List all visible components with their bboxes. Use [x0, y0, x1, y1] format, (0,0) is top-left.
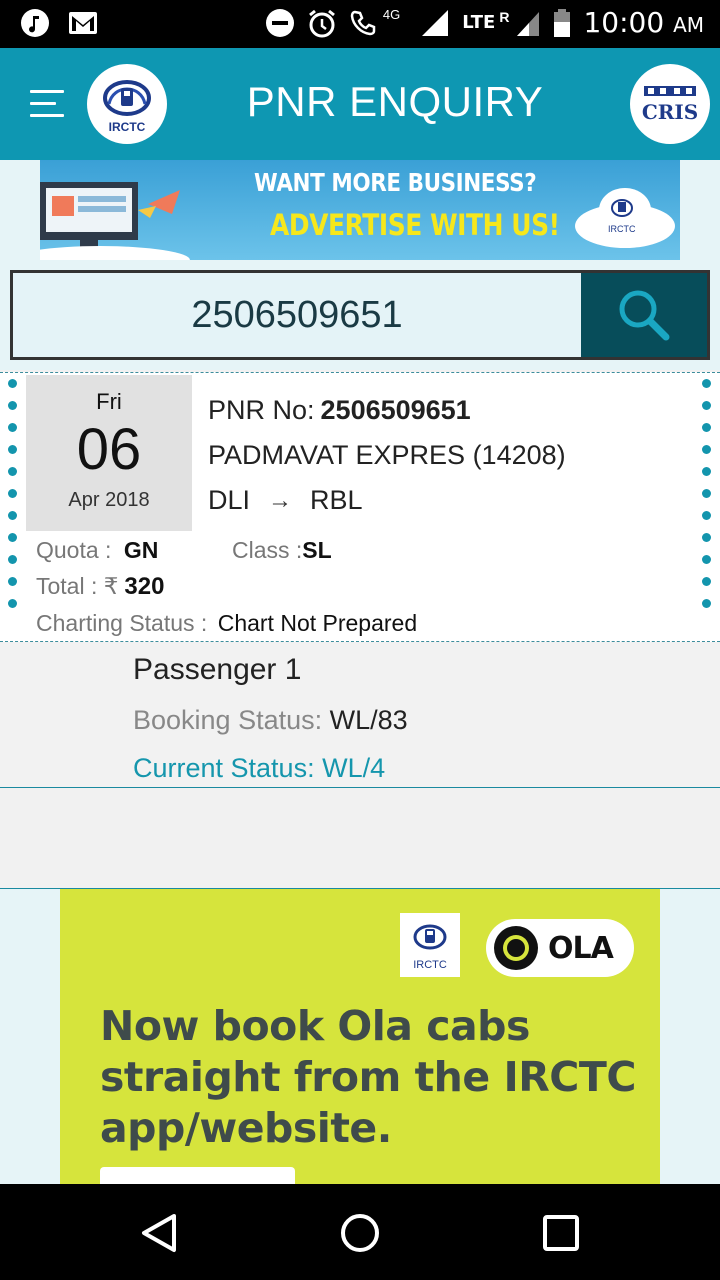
ticket-perforation-left: [8, 379, 17, 608]
gmail-icon: [68, 10, 98, 36]
ola-circle-icon: [492, 924, 540, 972]
pnr-number: 2506509651: [320, 395, 471, 425]
computer-monitor-icon: [40, 160, 240, 260]
do-not-disturb-icon: [265, 8, 295, 38]
journey-date-number: 06: [76, 417, 142, 482]
ad-irctc-text: IRCTC: [413, 959, 447, 971]
navigation-bar: [0, 1184, 720, 1280]
pnr-details-card: [0, 372, 720, 642]
battery-icon: [553, 8, 571, 38]
passenger-title: Passenger 1: [133, 653, 302, 686]
booking-status: WL/83: [329, 705, 408, 735]
ad-line-1: WANT MORE BUSINESS?: [254, 168, 537, 197]
ola-logo: [486, 919, 634, 977]
pnr-search-input[interactable]: [13, 273, 581, 357]
class-row: [232, 537, 332, 564]
quota-label: Quota :: [36, 537, 112, 563]
alarm-icon: [307, 8, 337, 38]
booking-status-row: [133, 705, 408, 736]
journey-month-year: Apr 2018: [68, 489, 150, 511]
back-button[interactable]: [136, 1210, 182, 1256]
clock: [583, 6, 704, 39]
total-label: Total : ₹: [36, 573, 119, 599]
class-label: Class :: [232, 537, 303, 563]
ad-logo-text: IRCTC: [608, 224, 636, 234]
irctc-logo: [87, 64, 167, 144]
music-note-icon: [20, 8, 50, 38]
current-status: Current Status: WL/4: [133, 753, 386, 783]
wifi-calling-icon: [349, 8, 379, 38]
from-station: DLI: [208, 485, 251, 515]
train-name: PADMAVAT EXPRES (14208): [208, 440, 566, 470]
journey-day: Fri: [96, 389, 122, 414]
irctc-emblem-icon: [400, 913, 460, 961]
irctc-logo-text: IRCTC: [108, 120, 146, 134]
ola-ad-headline: Now book Ola cabs straight from the IRCTC app/website.: [100, 1002, 636, 1152]
status-bar: [0, 0, 720, 48]
roaming-label: R: [499, 8, 510, 25]
ola-ad-banner[interactable]: [60, 889, 660, 1184]
journey-date: [26, 375, 192, 531]
signal-icon: [420, 8, 450, 38]
route: [208, 485, 363, 516]
cris-logo-text: CRIS: [641, 100, 699, 124]
search-icon: [616, 287, 672, 343]
signal-roaming-icon: [515, 8, 541, 38]
charting-label: Charting Status :: [36, 610, 208, 636]
ad-cta-button[interactable]: [100, 1167, 295, 1184]
arrow-right-icon: →: [268, 486, 293, 514]
class-value: SL: [302, 537, 332, 563]
ad-irctc-logo: [400, 913, 460, 977]
search-area: [0, 260, 720, 370]
recents-button[interactable]: [538, 1210, 584, 1256]
lte-label: LTE: [462, 12, 496, 33]
back-triangle-icon: [136, 1210, 182, 1256]
passenger-item: [0, 643, 720, 788]
total-fare-row: [36, 573, 164, 601]
booking-status-label: Booking Status:: [133, 705, 323, 735]
recents-square-icon: [538, 1210, 584, 1256]
pnr-number-row: [208, 395, 471, 426]
pnr-label: PNR No:: [208, 395, 315, 425]
ad-top-area: [0, 160, 720, 270]
network-4g-label: 4G: [382, 7, 401, 22]
cris-logo: [630, 64, 710, 144]
empty-area: [0, 789, 720, 889]
advertise-banner[interactable]: [40, 160, 680, 260]
quota-row: [36, 537, 158, 564]
quota-value: GN: [123, 537, 159, 563]
ola-logo-text: OLA: [548, 930, 613, 966]
search-button[interactable]: [581, 273, 707, 357]
ad-line-2: ADVERTISE WITH US!: [270, 208, 560, 242]
home-button[interactable]: [337, 1210, 383, 1256]
clock-time: 10:00: [583, 6, 665, 39]
menu-button[interactable]: [30, 90, 66, 118]
pnr-search-box: [10, 270, 710, 360]
charting-status-row: [36, 610, 417, 637]
cloud-icon: [570, 182, 680, 252]
page-title: PNR ENQUIRY: [246, 78, 544, 125]
app-bar: [0, 48, 720, 160]
to-station: RBL: [310, 485, 363, 515]
ticket-perforation-right: [702, 379, 711, 608]
charting-status: Chart Not Prepared: [217, 610, 418, 636]
total-fare: 320: [124, 573, 165, 600]
ad-bottom-area: [0, 889, 720, 1184]
clock-ampm: AM: [673, 13, 704, 37]
home-circle-icon: [337, 1210, 383, 1256]
